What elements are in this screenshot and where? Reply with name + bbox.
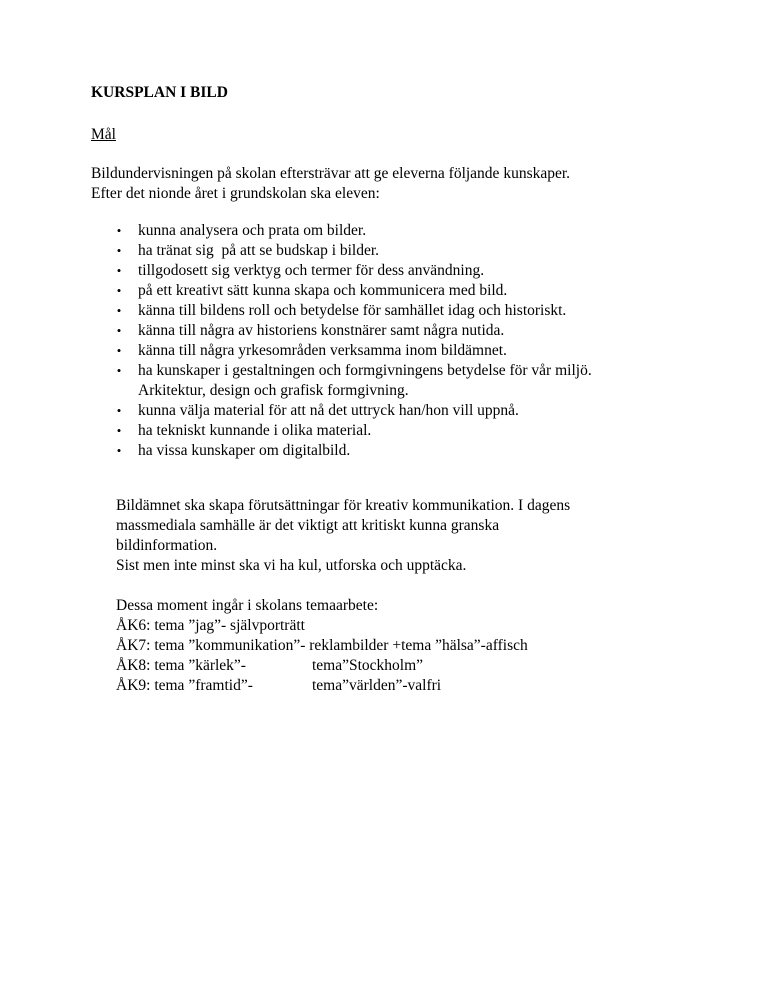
moment-row [116,676,736,696]
bullet-icon: • [116,343,122,358]
paragraph-line: Sist men inte minst ska vi ha kul, utforska och upptäcka. [116,557,467,574]
goal-text: tillgodosett sig verktyg och termer för dess användning. [138,262,485,279]
goal-text: känna till några yrkesområden verksamma inom bildämnet. [138,342,507,359]
goal-text: kunna välja material för att nå det uttryck han/hon vill uppnå. [138,402,519,419]
goal-text: känna till några av historiens konstnärer samt några nutida. [138,322,505,339]
goal-item [113,421,713,441]
bullet-icon: • [116,223,122,238]
goal-item [113,221,713,241]
intro-line: Efter det nionde året i grundskolan ska eleven: [91,185,380,202]
moment-grade-theme: ÅK9: tema ”framtid”- [116,677,253,694]
goal-text: känna till bildens roll och betydelse för samhället idag och historiskt. [138,302,567,319]
bullet-icon: • [116,303,122,318]
body-paragraph [116,496,676,576]
moment-second-theme: tema”världen”-valfri [312,677,442,694]
moment-row [116,636,736,656]
moment-grade-theme: ÅK6: tema ”jag”- självporträtt [116,617,305,634]
goal-text-continuation: Arkitektur, design och grafisk formgivning. [138,382,409,399]
bullet-icon: • [116,403,122,418]
paragraph-line: bildinformation. [116,537,218,554]
bullet-icon: • [116,443,122,458]
bullet-icon: • [116,283,122,298]
goal-text: kunna analysera och prata om bilder. [138,222,367,239]
goal-text: ha tränat sig på att se budskap i bilder. [138,242,380,259]
goal-item [113,341,713,361]
goal-text: ha kunskaper i gestaltningen och formgivningens betydelse för vår miljö. [138,362,592,379]
document-title: KURSPLAN I BILD [91,84,228,101]
bullet-icon: • [116,323,122,338]
moment-grade-theme: ÅK8: tema ”kärlek”- [116,657,246,674]
bullet-icon: • [116,243,122,258]
goal-item [113,441,713,461]
goal-item [113,361,713,401]
goal-item [113,281,713,301]
paragraph-line: massmediala samhälle är det viktigt att kritiskt kunna granska [116,517,500,534]
intro-text [91,164,731,204]
goal-item [113,241,713,261]
paragraph-line: Bildämnet ska skapa förutsättningar för kreativ kommunikation. I dagens [116,497,571,514]
goal-item [113,401,713,421]
section-heading-goals: Mål [91,126,116,143]
bullet-icon: • [116,263,122,278]
goal-item [113,301,713,321]
moment-row [116,656,736,676]
goal-text: ha tekniskt kunnande i olika material. [138,422,372,439]
goal-text: ha vissa kunskaper om digitalbild. [138,442,351,459]
bullet-icon: • [116,423,122,438]
theme-moments [116,596,736,696]
bullet-icon: • [116,363,122,378]
moment-grade-theme: ÅK7: tema ”kommunikation”- reklambilder +tema ”hälsa”-affisch [116,637,528,654]
goal-item [113,321,713,341]
goals-list [113,221,713,461]
moment-row [116,616,736,636]
goal-item [113,261,713,281]
intro-line: Bildundervisningen på skolan eftersträvar att ge eleverna följande kunskaper. [91,165,571,182]
moment-second-theme: tema”Stockholm” [312,657,424,674]
goal-text: på ett kreativt sätt kunna skapa och kommunicera med bild. [138,282,508,299]
moments-intro: Dessa moment ingår i skolans temaarbete: [116,597,379,614]
